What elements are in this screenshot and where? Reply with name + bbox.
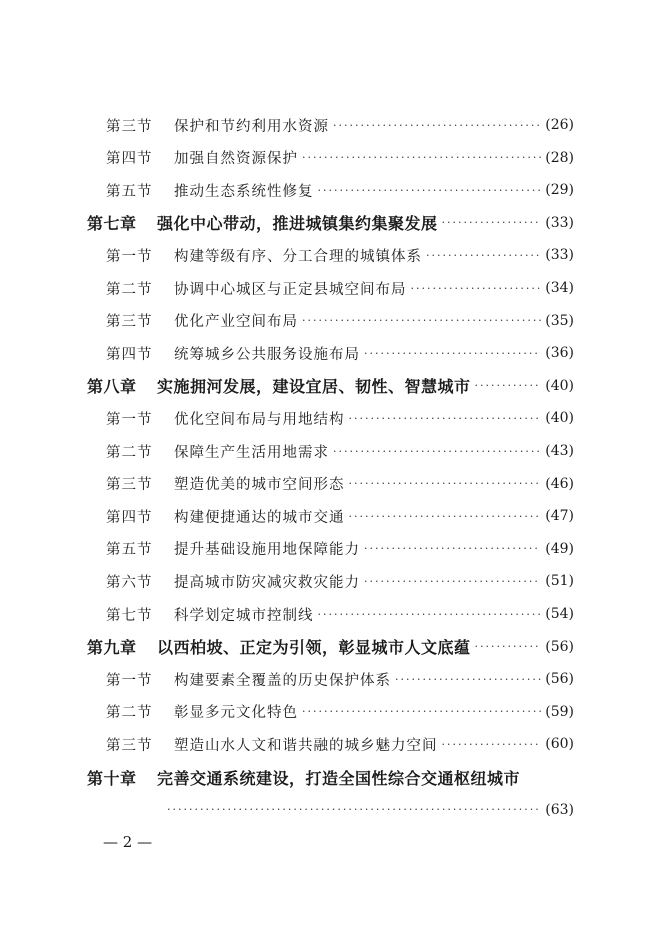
dot-leader — [395, 673, 541, 686]
page-number: (43) — [545, 443, 574, 459]
toc-chapter-entry[interactable] — [87, 633, 574, 661]
section-number: 第三节 — [106, 314, 153, 331]
section-title: 彰显多元文化特色 — [174, 705, 298, 722]
toc-section-entry[interactable] — [106, 241, 574, 269]
section-number: 第二节 — [106, 444, 153, 461]
section-title: 保障生产生活用地需求 — [174, 444, 329, 461]
page-number: (33) — [545, 214, 574, 231]
page-number: (54) — [545, 606, 574, 622]
toc-section-entry[interactable] — [106, 176, 574, 204]
dot-leader — [426, 249, 541, 262]
toc-section-entry[interactable] — [106, 404, 574, 432]
section-title: 保护和节约利用水资源 — [174, 118, 329, 135]
section-number: 第五节 — [106, 183, 153, 200]
page-number: (59) — [545, 703, 574, 720]
toc-section-entry[interactable] — [106, 144, 574, 172]
toc-section-entry[interactable] — [106, 437, 574, 465]
toc-section-entry[interactable] — [106, 274, 574, 302]
section-title: 优化空间布局与用地结构 — [174, 411, 345, 428]
dot-leader — [364, 542, 541, 555]
page-number: (36) — [545, 345, 574, 362]
toc-section-entry[interactable] — [106, 665, 574, 693]
dot-leader — [364, 575, 541, 588]
page-number: (46) — [545, 475, 574, 492]
toc-section-entry[interactable] — [106, 111, 574, 139]
dot-leader — [349, 412, 542, 425]
section-number: 第二节 — [106, 281, 153, 298]
dot-leader — [302, 705, 541, 718]
section-number: 第四节 — [106, 346, 153, 363]
page-number: (28) — [545, 149, 574, 166]
section-number: 第一节 — [106, 411, 153, 428]
section-title: 优化产业空间布局 — [174, 314, 298, 331]
toc-chapter-entry[interactable] — [87, 209, 574, 237]
section-number: 第五节 — [106, 542, 153, 559]
page-number-footer: — 2 — — [103, 833, 153, 851]
page-number: (60) — [545, 736, 574, 753]
chapter-title: 实施拥河发展，建设宜居、韧性、智慧城市 — [157, 377, 471, 397]
section-number: 第四节 — [106, 151, 153, 168]
dot-leader — [302, 314, 541, 327]
section-number: 第二节 — [106, 705, 153, 722]
dot-leader — [333, 445, 541, 458]
dot-leader — [167, 803, 541, 816]
page-number: (51) — [545, 573, 574, 590]
section-title: 提高城市防灾减灾救灾能力 — [174, 574, 360, 591]
chapter-title: 完善交通系统建设，打造全国性综合交通枢纽城市 — [157, 768, 521, 788]
section-title: 推动生态系统性修复 — [174, 183, 314, 200]
toc-section-entry[interactable] — [106, 339, 574, 367]
page-number: (56) — [545, 638, 574, 655]
toc-section-entry[interactable] — [106, 502, 574, 530]
dot-leader — [333, 119, 541, 132]
section-title: 塑造优美的城市空间形态 — [174, 477, 345, 494]
toc-section-entry[interactable] — [106, 307, 574, 335]
section-title: 统筹城乡公共服务设施布局 — [174, 346, 360, 363]
section-number: 第一节 — [106, 672, 153, 689]
page-number: (47) — [545, 508, 574, 525]
toc-section-entry[interactable] — [106, 535, 574, 563]
toc-section-entry[interactable] — [106, 470, 574, 498]
page-number: (56) — [545, 671, 574, 688]
dot-leader — [349, 477, 542, 490]
section-title: 协调中心城区与正定县城空间布局 — [174, 281, 407, 298]
section-number: 第三节 — [106, 477, 153, 494]
section-title: 加强自然资源保护 — [174, 151, 298, 168]
page-number: (35) — [545, 312, 574, 329]
section-title: 科学划定城市控制线 — [174, 607, 314, 624]
toc-section-entry[interactable] — [106, 698, 574, 726]
page-number: (40) — [545, 410, 574, 427]
toc-section-entry[interactable] — [106, 600, 574, 628]
section-number: 第一节 — [106, 248, 153, 265]
chapter-number: 第八章 — [87, 377, 137, 397]
section-title: 提升基础设施用地保障能力 — [174, 542, 360, 559]
section-title: 构建便捷通达的城市交通 — [174, 509, 345, 526]
chapter-number: 第九章 — [87, 638, 137, 658]
section-title: 构建要素全覆盖的历史保护体系 — [174, 672, 391, 689]
section-number: 第七节 — [106, 607, 153, 624]
dot-leader — [442, 738, 542, 751]
page-number: (49) — [545, 540, 574, 557]
dot-leader — [475, 640, 542, 653]
section-number: 第四节 — [106, 509, 153, 526]
page-number: (29) — [545, 182, 574, 199]
chapter-title: 以西柏坡、正定为引领，彰显城市人文底蕴 — [157, 638, 471, 658]
page-number: (34) — [545, 280, 574, 296]
page-number: (26) — [545, 117, 574, 133]
section-number: 第三节 — [106, 737, 153, 754]
chapter-number: 第七章 — [87, 214, 137, 234]
page-number: (63) — [545, 801, 574, 818]
chapter-number: 第十章 — [87, 768, 137, 788]
toc-section-entry[interactable] — [106, 730, 574, 758]
dot-leader — [411, 282, 542, 295]
dot-leader — [302, 151, 541, 164]
page-number: (33) — [545, 247, 574, 264]
toc-chapter-entry[interactable] — [87, 763, 574, 791]
section-number: 第六节 — [106, 574, 153, 591]
dot-leader — [318, 184, 542, 197]
toc-chapter-entry[interactable] — [87, 372, 574, 400]
section-title: 构建等级有序、分工合理的城镇体系 — [174, 248, 422, 265]
section-number: 第三节 — [106, 118, 153, 135]
toc-continuation-line[interactable] — [163, 796, 574, 824]
dot-leader — [318, 608, 542, 621]
dot-leader — [349, 510, 542, 523]
dot-leader — [475, 379, 542, 392]
section-title: 塑造山水人文和谐共融的城乡魅力空间 — [174, 737, 438, 754]
dot-leader — [364, 347, 541, 360]
toc-section-entry[interactable] — [106, 567, 574, 595]
dot-leader — [442, 216, 542, 229]
chapter-title: 强化中心带动，推进城镇集约集聚发展 — [157, 214, 438, 234]
page-number: (40) — [545, 377, 574, 394]
